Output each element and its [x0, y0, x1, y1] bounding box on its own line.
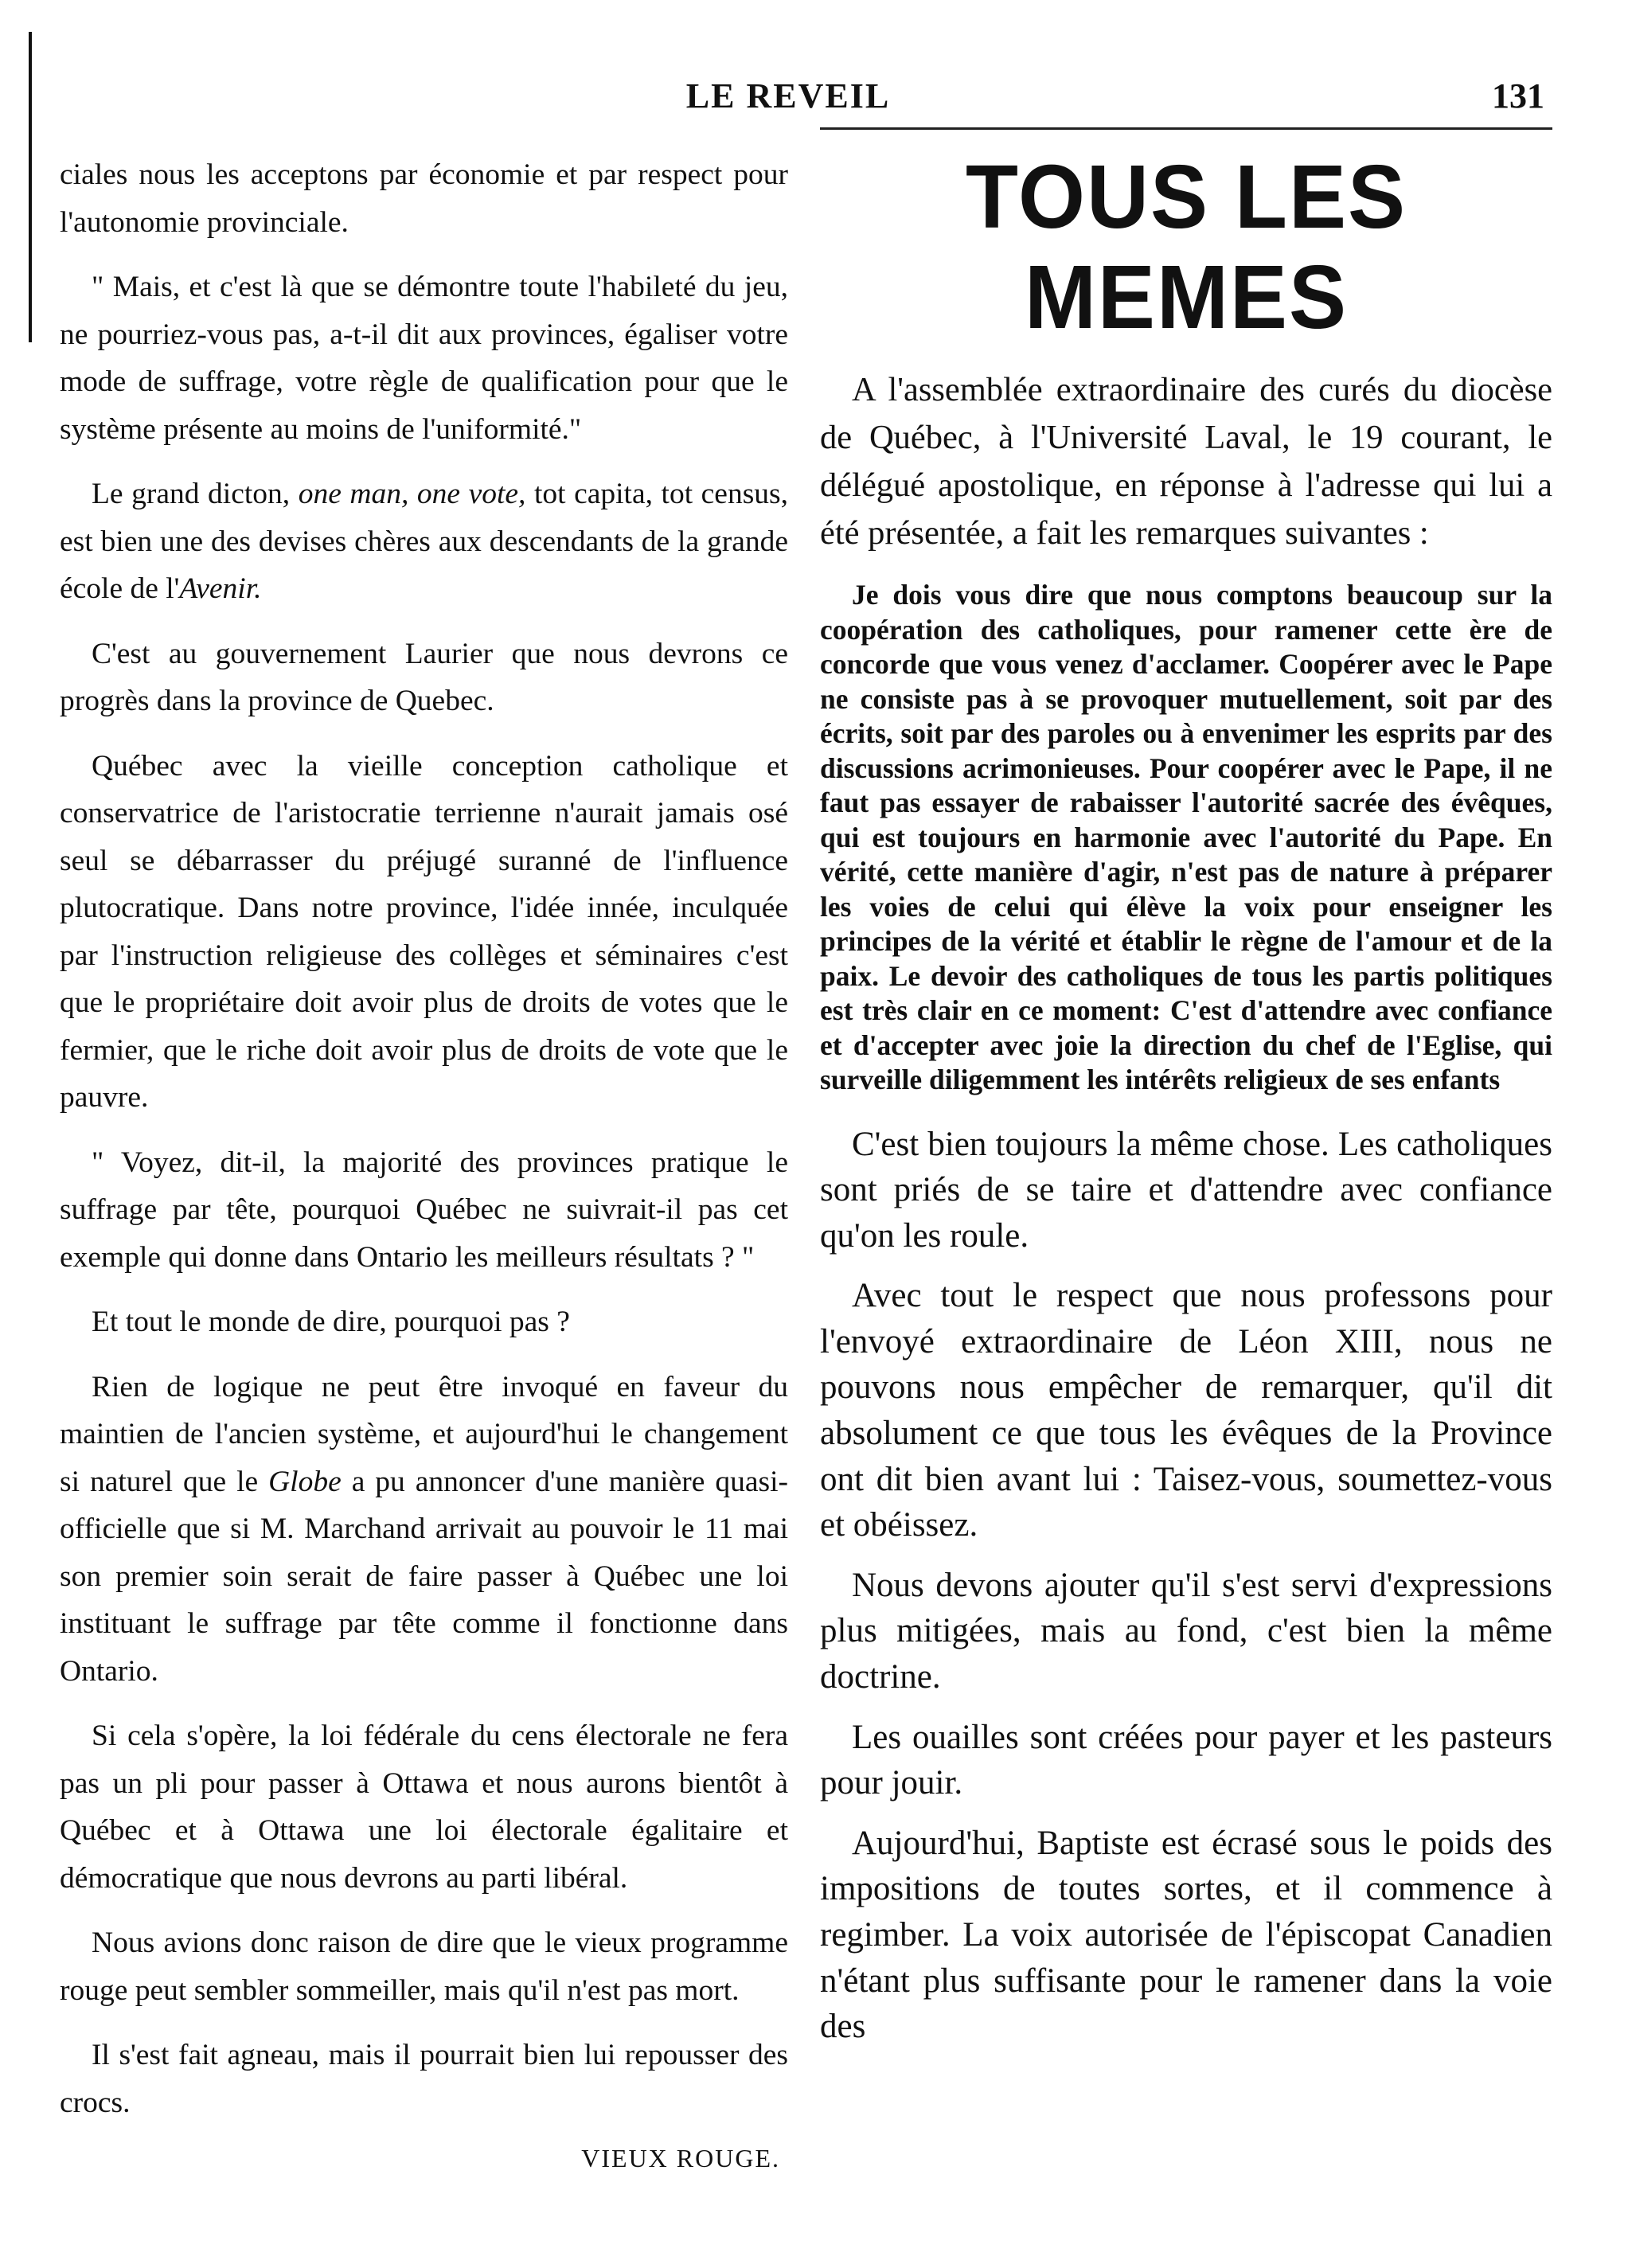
text-run: Québec avec la vieille conception catholique et conservatrice de l'aristocratie terrienne n'aurait jamais osé seul se débarrasser du préjugé suranné de l'influence plutocratique. Dans notre province, l'idée innée, inculquée par l'instruction religieuse des collèges et séminaires c'est que le propriétaire doit avoir plus de droits de votes que le fermier, que le riche doit avoir plus de droits de vote que le pauvre.	[60, 749, 788, 1114]
right-column	[820, 145, 1552, 2064]
text-run: tot capita, tot census, est bien une des devises chères aux descendants de la grande école de l'	[60, 478, 789, 605]
text-run: Rien de logique ne peut être invoqué en faveur du maintien de l'ancien système, et aujourd'hui le changement si naturel que le	[60, 1370, 788, 1498]
article-paragraph	[60, 2032, 788, 2126]
article-paragraph-3: Nous devons ajouter qu'il s'est servi d'expressions plus mitigées, mais au fond, c'est bien la même doctrine.	[820, 1566, 1552, 1696]
article-paragraph	[60, 1364, 788, 1696]
text-run: " Voyez, dit-il, la majorité des provinces pratique le suffrage par tête, pourquoi Québec ne suivrait-il pas cet exemple qui donne dans Ontario les meilleurs résultats ? "	[60, 1146, 788, 1274]
text-run: ciales nous les acceptons par économie et par respect pour l'autonomie provinciale.	[60, 158, 788, 239]
page-number: 131	[1492, 76, 1544, 115]
text-run: a pu annoncer d'une manière quasi-officielle que si M. Marchand arrivait au pouvoir le 11 mai son premier soin serait de faire passer à Québec une loi instituant le suffrage par tête comme il fonctionne dans Ontario.	[60, 1465, 788, 1688]
italic-text: Avenir.	[179, 572, 262, 605]
text-run: Nous avions donc raison de dire que le vieux programme rouge peut sembler sommeiller, mais qu'il n'est pas mort.	[60, 1926, 788, 2007]
article-paragraph-4: Les ouailles sont créées pour payer et les pasteurs pour jouir.	[820, 1718, 1552, 1802]
article-headline: TOUS LES MEMES	[965, 145, 1407, 347]
article-signature: VIEUX ROUGE.	[581, 2144, 780, 2172]
article-paragraph-2: Avec tout le respect que nous professons pour l'envoyé extraordinaire de Léon XIII, nous ne pouvons nous empêcher de remarquer, qu'il dit absolument ce que tous les évêques de la Province ont dit bien avant lui : Taisez-vous, soumettez-vous et obéissez.	[820, 1277, 1552, 1544]
article-paragraph-1: C'est bien toujours la même chose. Les catholiques sont priés de se taire et d'attendre avec confiance qu'on les roule.	[820, 1125, 1552, 1255]
article-paragraph	[60, 743, 788, 1122]
article-paragraph	[60, 1298, 788, 1346]
publication-title: LE REVEIL	[685, 76, 891, 115]
article-paragraph	[60, 1919, 788, 2014]
article-paragraph	[60, 1712, 788, 1902]
article-paragraph	[60, 151, 788, 246]
italic-text: Globe	[268, 1465, 342, 1498]
page-header	[32, 68, 1544, 115]
italic-text: one man, one vote,	[298, 478, 526, 510]
text-run: " Mais, et c'est là que se démontre toute l'habileté du jeu, ne pourriez-vous pas, a-t-il dit aux provinces, égaliser votre mode de suffrage, votre règle de qualification pour que le système présente au moins de l'uniformité."	[60, 271, 788, 446]
article-paragraph	[60, 1139, 788, 1282]
text-run: Il s'est fait agneau, mais il pourrait bien lui repousser des crocs.	[60, 2039, 788, 2119]
left-column	[60, 151, 788, 2173]
article-paragraph-5: Aujourd'hui, Baptiste est écrasé sous le poids des impositions de toutes sortes, et il commence à regimber. La voix autorisée de l'épiscopat Canadien n'étant plus suffisante pour le ramener dans la voie des	[820, 1824, 1552, 2046]
header-divider	[820, 127, 1552, 130]
text-run: C'est au gouvernement Laurier que nous devrons ce progrès dans la province de Quebec.	[60, 637, 788, 717]
text-run: Et tout le monde de dire, pourquoi pas ?	[92, 1306, 570, 1338]
text-run: Le grand dicton,	[92, 478, 299, 510]
article-paragraph	[60, 470, 788, 613]
delegate-quote: Je dois vous dire que nous comptons beaucoup sur la coopération des catholiques, pour ramener cette ère de concorde que vous venez d'acclamer. Coopérer avec le Pape ne consiste pas à se provoquer mutuellement, soit par des écrits, soit par des paroles ou à envenimer les esprits par des discussions acrimonieuses. Pour coopérer avec le Pape, il ne faut pas essayer de rabaisser l'autorité sacrée des évêques, qui est toujours en harmonie avec l'autorité du Pape. En vérité, cette manière d'agir, n'est pas de nature à préparer les voies de celui qui élève la voix pour enseigner les principes de la vérité et établir le règne de l'amour et de la paix. Le devoir des catholiques de tous les partis politiques est très clair en ce moment: C'est d'attendre avec confiance et d'accepter avec joie la direction du chef de l'Eglise, qui surveille diligemment les intérêts religieux de ses enfants	[820, 579, 1552, 1095]
article-lead: A l'assemblée extraordinaire des curés du diocèse de Québec, à l'Université Laval, le 19 courant, le délégué apostolique, en réponse à l'adresse qui lui a été présentée, a fait les remarques suivantes :	[820, 371, 1552, 552]
article-paragraph	[60, 630, 788, 725]
left-column-article	[60, 151, 788, 2126]
article-paragraph	[60, 263, 788, 453]
text-run: Si cela s'opère, la loi fédérale du cens électorale ne fera pas un pli pour passer à Ottawa et nous aurons bientôt à Québec et à Ottawa une loi électorale égalitaire et démocratique que nous devrons au parti libéral.	[60, 1720, 788, 1895]
